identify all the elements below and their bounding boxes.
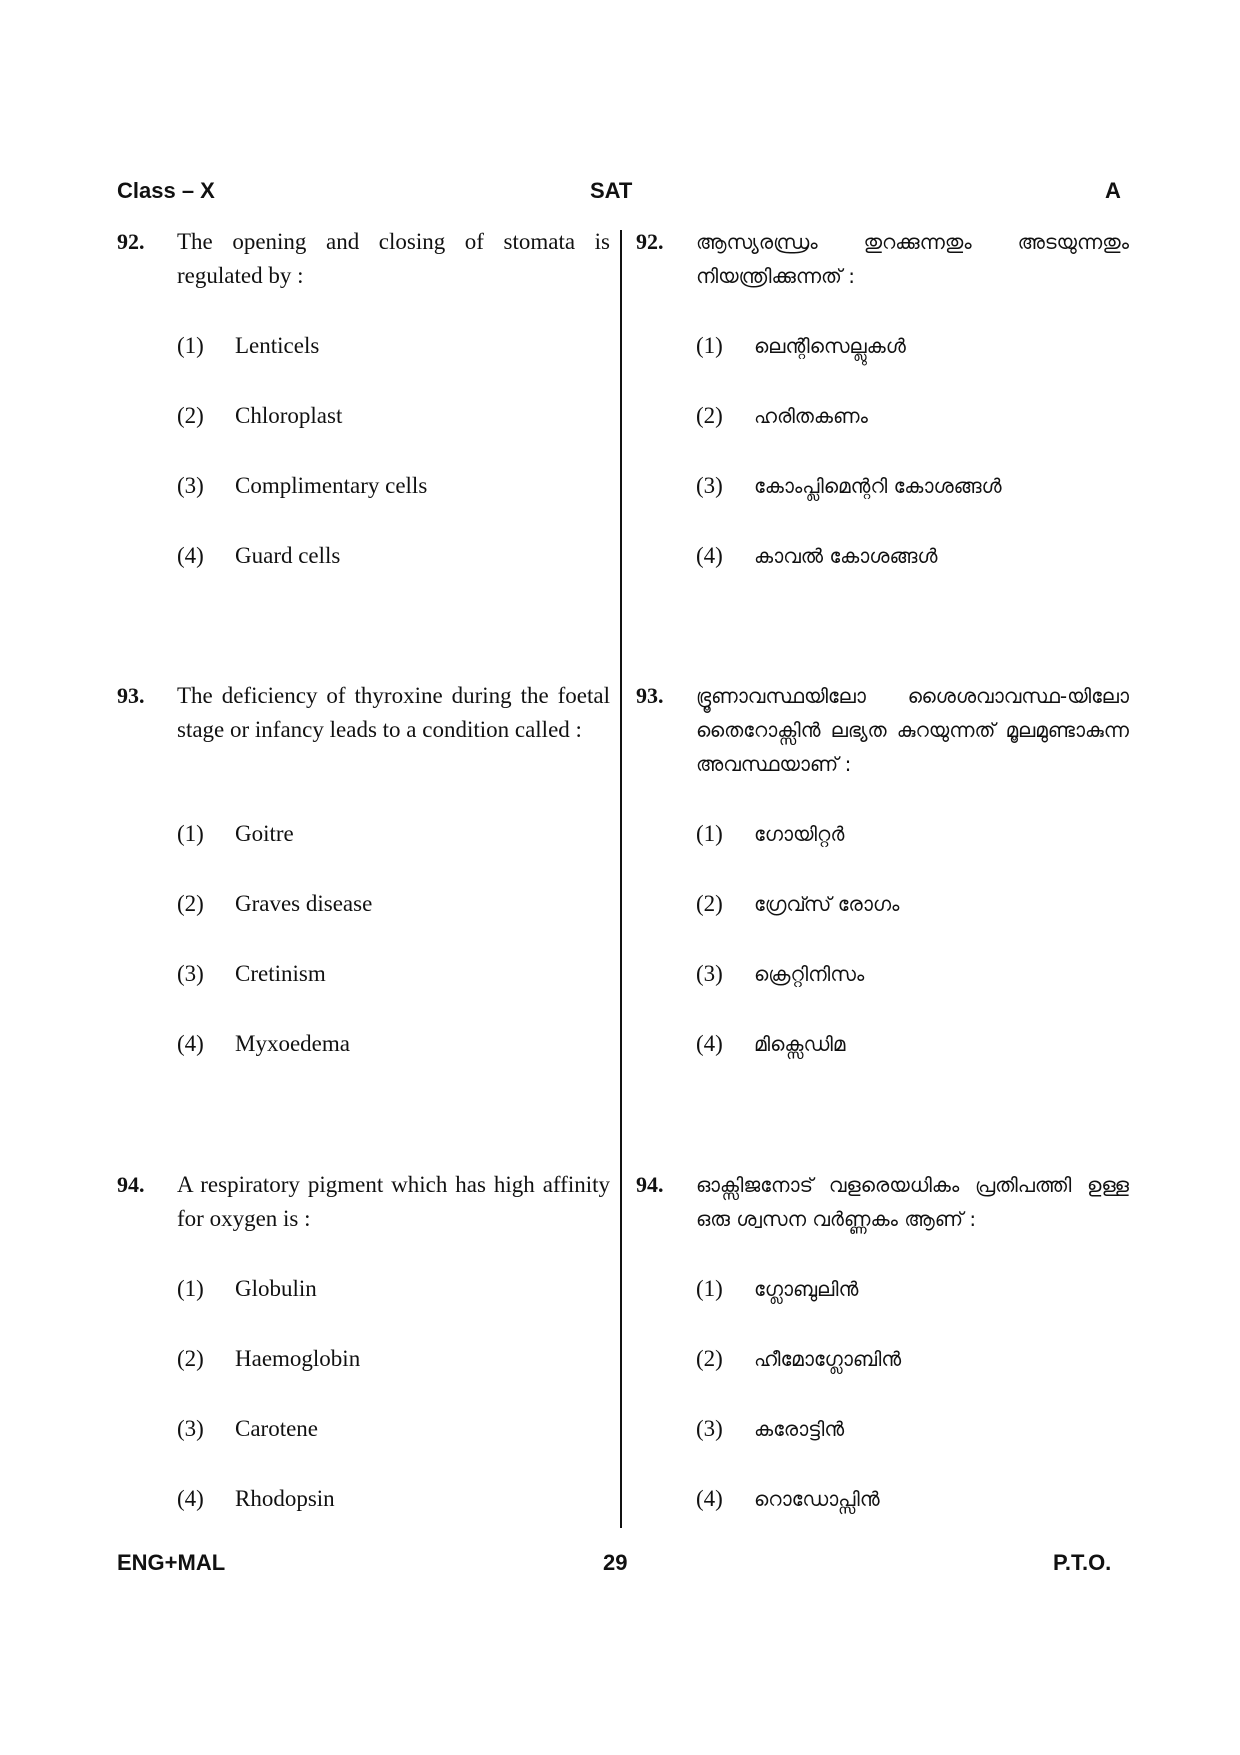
option-number: (2) xyxy=(696,1346,723,1371)
question-text: ആസ്യരന്ധ്രം തുറക്കുന്നതും അടയുന്നതും നിയന്ത്രിക്കുന്നത് : xyxy=(696,230,1129,288)
question-text: ഭ്രൂണാവസ്ഥയിലോ ശൈശവാവസ്ഥ-യിലോ തൈറോക്സിൻ ലഭ്യത കുറയുന്നത് മൂലമുണ്ടാകുന്ന അവസ്ഥയാണ് : xyxy=(696,684,1129,776)
option-text: Graves disease xyxy=(235,891,373,916)
option-text: Goitre xyxy=(235,821,294,846)
header-series: A xyxy=(1105,178,1121,203)
footer-language: ENG+MAL xyxy=(117,1550,226,1575)
question-text: The opening and closing of stomata is regulated by : xyxy=(177,229,610,288)
option-text: Carotene xyxy=(235,1416,319,1441)
option-number: (3) xyxy=(696,473,723,498)
question-number: 92. xyxy=(636,229,664,254)
question-number: 93. xyxy=(117,683,145,708)
header-class: Class – X xyxy=(117,178,215,203)
option-number: (3) xyxy=(177,961,204,986)
option-number: (2) xyxy=(696,891,723,916)
option-number: (4) xyxy=(696,1486,723,1511)
option-text: Guard cells xyxy=(235,543,341,568)
option-text: ഗ്ലോബുലിൻ xyxy=(754,1277,859,1301)
option-text: കോംപ്ലിമെന്ററി കോശങ്ങൾ xyxy=(754,474,1002,498)
option-text: Complimentary cells xyxy=(235,473,428,498)
option-number: (3) xyxy=(696,961,723,986)
option-text: Chloroplast xyxy=(235,403,343,428)
option-number: (2) xyxy=(696,403,723,428)
option-text: Myxoedema xyxy=(235,1031,350,1056)
question-number: 92. xyxy=(117,229,145,254)
option-number: (3) xyxy=(177,1416,204,1441)
question-text: A respiratory pigment which has high affinity for oxygen is : xyxy=(177,1172,610,1231)
option-number: (3) xyxy=(696,1416,723,1441)
option-number: (1) xyxy=(696,333,723,358)
option-text: ഗ്രേവ്സ് രോഗം xyxy=(754,892,900,916)
option-number: (2) xyxy=(177,891,204,916)
header-exam: SAT xyxy=(590,178,633,203)
question-text: The deficiency of thyroxine during the foetal stage or infancy leads to a condition called : xyxy=(177,683,610,742)
option-number: (4) xyxy=(177,1486,204,1511)
option-text: ലെന്റിസെല്ലുകൾ xyxy=(754,334,906,358)
question-number: 94. xyxy=(117,1172,145,1197)
footer-pto: P.T.O. xyxy=(1053,1550,1112,1575)
option-number: (4) xyxy=(696,543,723,568)
column-divider xyxy=(620,230,622,1528)
option-number: (2) xyxy=(177,403,204,428)
option-text: Lenticels xyxy=(235,333,320,358)
option-text: ഹരിതകണം xyxy=(754,404,868,428)
option-text: Haemoglobin xyxy=(235,1346,361,1371)
question-number: 93. xyxy=(636,683,664,708)
option-text: കരോട്ടിൻ xyxy=(754,1417,845,1441)
option-text: മിക്സെഡിമ xyxy=(754,1032,846,1056)
option-number: (1) xyxy=(696,1276,723,1301)
option-number: (1) xyxy=(177,333,204,358)
option-text: ക്രെറ്റിനിസം xyxy=(754,962,865,986)
option-number: (1) xyxy=(177,821,204,846)
option-text: Globulin xyxy=(235,1276,317,1301)
option-text: Rhodopsin xyxy=(235,1486,335,1511)
option-number: (3) xyxy=(177,473,204,498)
option-text: Cretinism xyxy=(235,961,326,986)
page-number: 29 xyxy=(603,1550,628,1575)
option-number: (1) xyxy=(696,821,723,846)
question-text: ഓക്സിജനോട് വളരെയധികം പ്രതിപത്തി ഉള്ള ഒരു ശ്വസന വർണ്ണകം ആണ് : xyxy=(696,1173,1129,1231)
option-text: കാവൽ കോശങ്ങൾ xyxy=(754,544,938,568)
question-number: 94. xyxy=(636,1172,664,1197)
option-number: (4) xyxy=(696,1031,723,1056)
option-number: (4) xyxy=(177,1031,204,1056)
option-number: (1) xyxy=(177,1276,204,1301)
option-number: (4) xyxy=(177,543,204,568)
option-text: റൊഡോപ്സിൻ xyxy=(754,1487,880,1511)
option-text: ഹീമോഗ്ലോബിൻ xyxy=(754,1347,902,1371)
option-text: ഗോയിറ്റർ xyxy=(754,822,845,846)
option-number: (2) xyxy=(177,1346,204,1371)
